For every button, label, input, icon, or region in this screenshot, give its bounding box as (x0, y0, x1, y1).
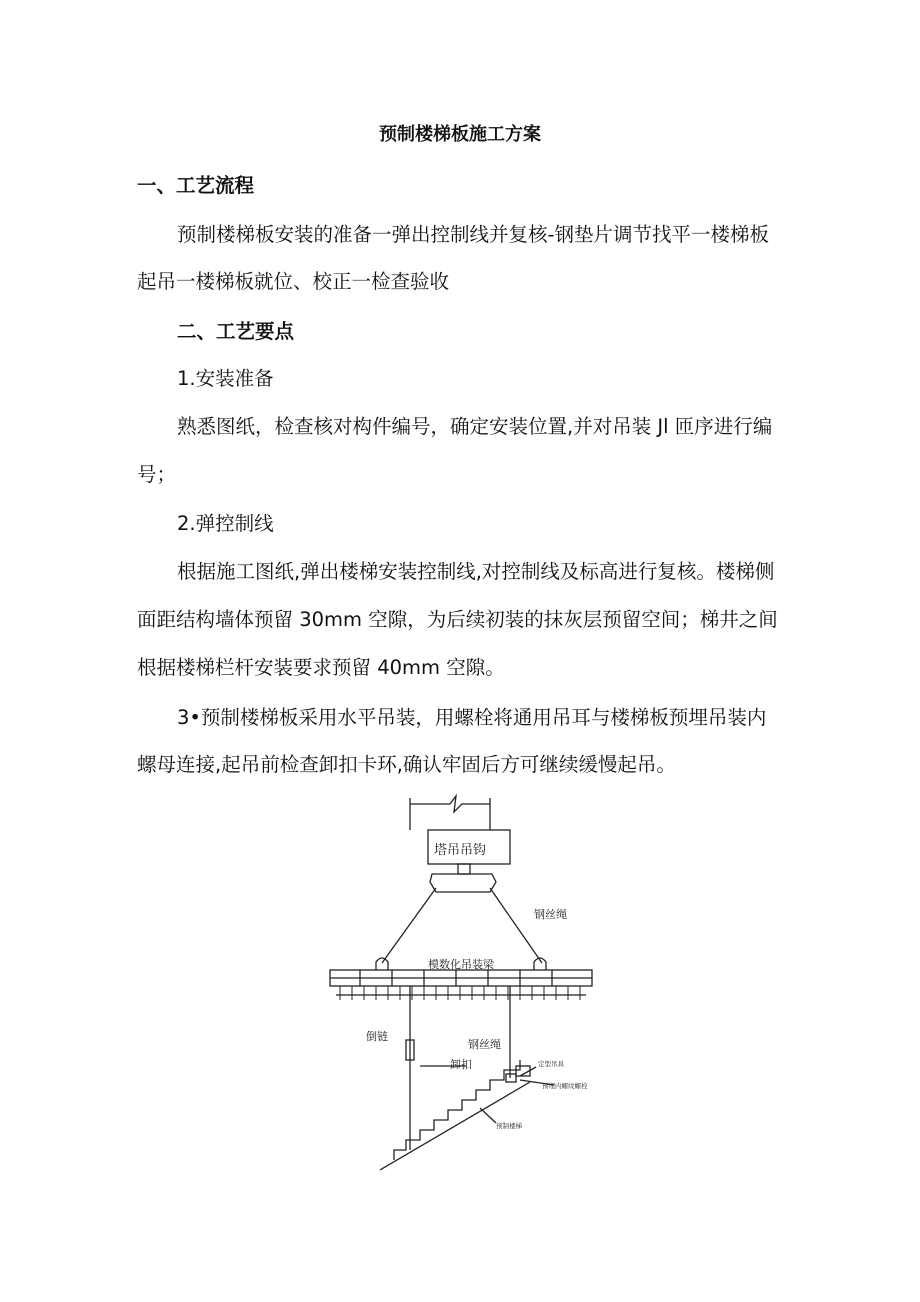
wire-rope-top-label: 钢丝绳 (534, 908, 567, 921)
chain-hoist-label: 倒链 (366, 1030, 388, 1043)
item-heading-control-lines: 2.弹控制线 (177, 512, 274, 535)
item-heading-preparation: 1.安装准备 (177, 367, 274, 390)
embedded-nut-label: 预埋内螺纹螺栓 (542, 1082, 588, 1090)
hoisting-line-2: 螺母连接,起吊前检查卸扣卡环,确认牢固后方可继续缓慢起吊。 (137, 753, 676, 776)
precast-stair-label: 预制楼梯 (496, 1122, 522, 1130)
hoisting-line-1: 3•预制楼梯板采用水平吊装，用螺栓将通用吊耳与楼梯板预埋吊装内 (177, 706, 767, 729)
beam-label: 模数化吊装梁 (428, 958, 494, 971)
preparation-line-2: 号； (137, 463, 177, 486)
section-heading-process: 一、工艺流程 (137, 174, 255, 197)
process-paragraph-line-2: 起吊一楼梯板就位、校正一检查验收 (137, 270, 450, 293)
control-lines-line-3: 根据楼梯栏杆安装要求预留 40mm 空隙。 (137, 656, 505, 679)
preparation-line-1: 熟悉图纸，检查核对构件编号，确定安装位置,并对吊装 Jl 匝序进行编 (177, 415, 773, 438)
wire-rope-right (490, 888, 542, 963)
section-heading-key-points: 二、工艺要点 (177, 320, 295, 343)
wire-rope-right-label: 钢丝绳 (468, 1038, 501, 1051)
shackle-label: 卸扣 (450, 1058, 472, 1071)
process-paragraph-line-1: 预制楼梯板安装的准备一弹出控制线并复核-钢垫片调节找平一楼梯板 (177, 223, 770, 246)
hook-label: 塔吊吊钩 (434, 843, 487, 858)
control-lines-line-2: 面距结构墙体预留 30mm 空隙，为后续初装的抹灰层预留空间；梯井之间 (137, 608, 778, 631)
wire-rope-left (382, 888, 436, 963)
hoisting-diagram (320, 790, 620, 1175)
lifting-ear-label: 定型吊具 (538, 1060, 564, 1068)
precast-stair-steps (394, 1060, 520, 1160)
page-title: 预制楼梯板施工方案 (379, 124, 541, 145)
control-lines-line-1: 根据施工图纸,弹出楼梯安装控制线,对控制线及标高进行复核。楼梯侧 (177, 560, 775, 583)
